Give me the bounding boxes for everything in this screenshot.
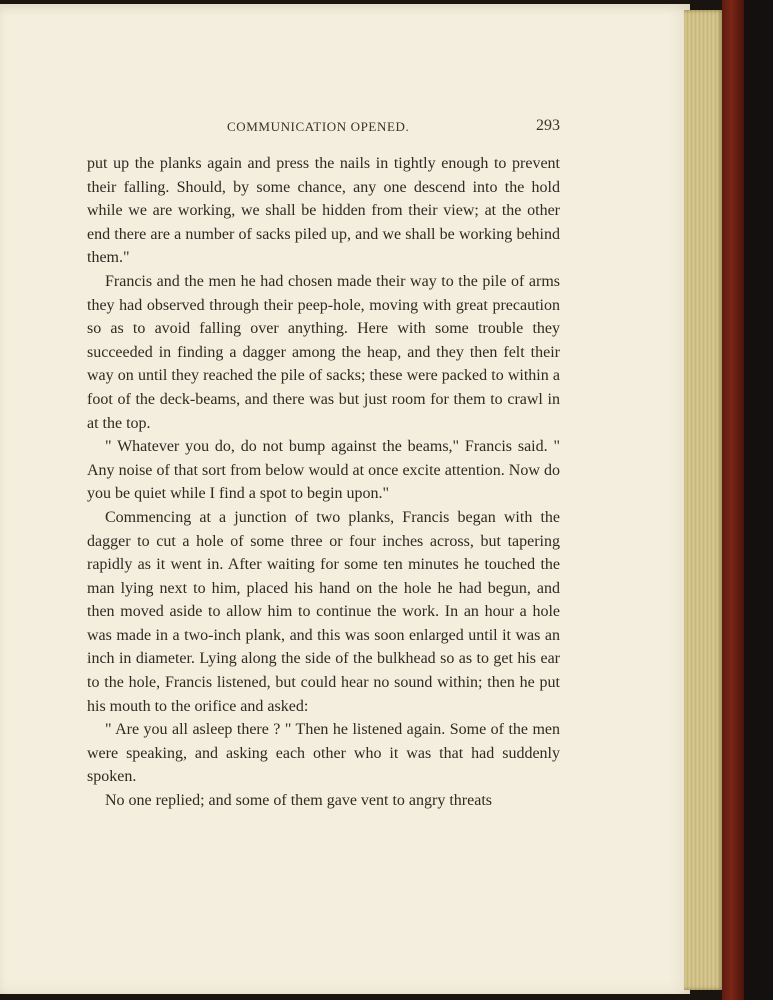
paragraph: No one replied; and some of them gave vent to angry threats <box>105 792 492 810</box>
paragraph: put up the planks again and press the nails in tightly enough to prevent their falling. Should, by some chance, any one descend into the hold while we are working, we shall be hidden from their view; at the other end there are a number of sacks piled up, and we shall be working behind them." <box>87 155 560 267</box>
running-head: COMMUNICATION OPENED. <box>227 119 410 134</box>
background-dark <box>744 0 773 1000</box>
book-cover-edge <box>722 0 744 1000</box>
book-page <box>0 4 690 994</box>
paragraph: Francis and the men he had chosen made their way to the pile of arms they had observed through their peep-hole, moving with great precaution so as to avoid falling over anything. Here with some trouble they succeeded in finding a dagger among the heap, and they then felt their way on until they reached the pile of sacks; these were packed to within a foot of the deck-beams, and there was but just room for them to crawl in at the top. <box>87 272 560 432</box>
paragraph: " Are you all asleep there ? " Then he listened again. Some of the men were speaking, and asking each other who it was that had suddenly spoken. <box>87 721 560 786</box>
paragraph: Commencing at a junction of two planks, Francis began with the dagger to cut a hole of some three or four inches across, but tapering rapidly as it went in. After waiting for some ten minutes he touched the man lying next to him, placed his hand on the hole he had begun, and then moved aside to allow him to continue the work. In an hour a hole was made in a two-inch plank, and this was soon enlarged until it was an inch in diameter. Lying along the side of the bulkhead so as to get his ear to the hole, Francis listened, but could hear no sound within; then he put his mouth to the orifice and asked: <box>87 508 560 715</box>
body-text <box>87 152 560 813</box>
paragraph: " Whatever you do, do not bump against the beams," Francis said. " Any noise of that sort from below would at once excite attention. Now do you be quiet while I find a spot to begin upon." <box>87 438 560 503</box>
page-number: 293 <box>536 117 560 134</box>
page-edges <box>684 10 724 990</box>
page-header <box>87 117 560 139</box>
